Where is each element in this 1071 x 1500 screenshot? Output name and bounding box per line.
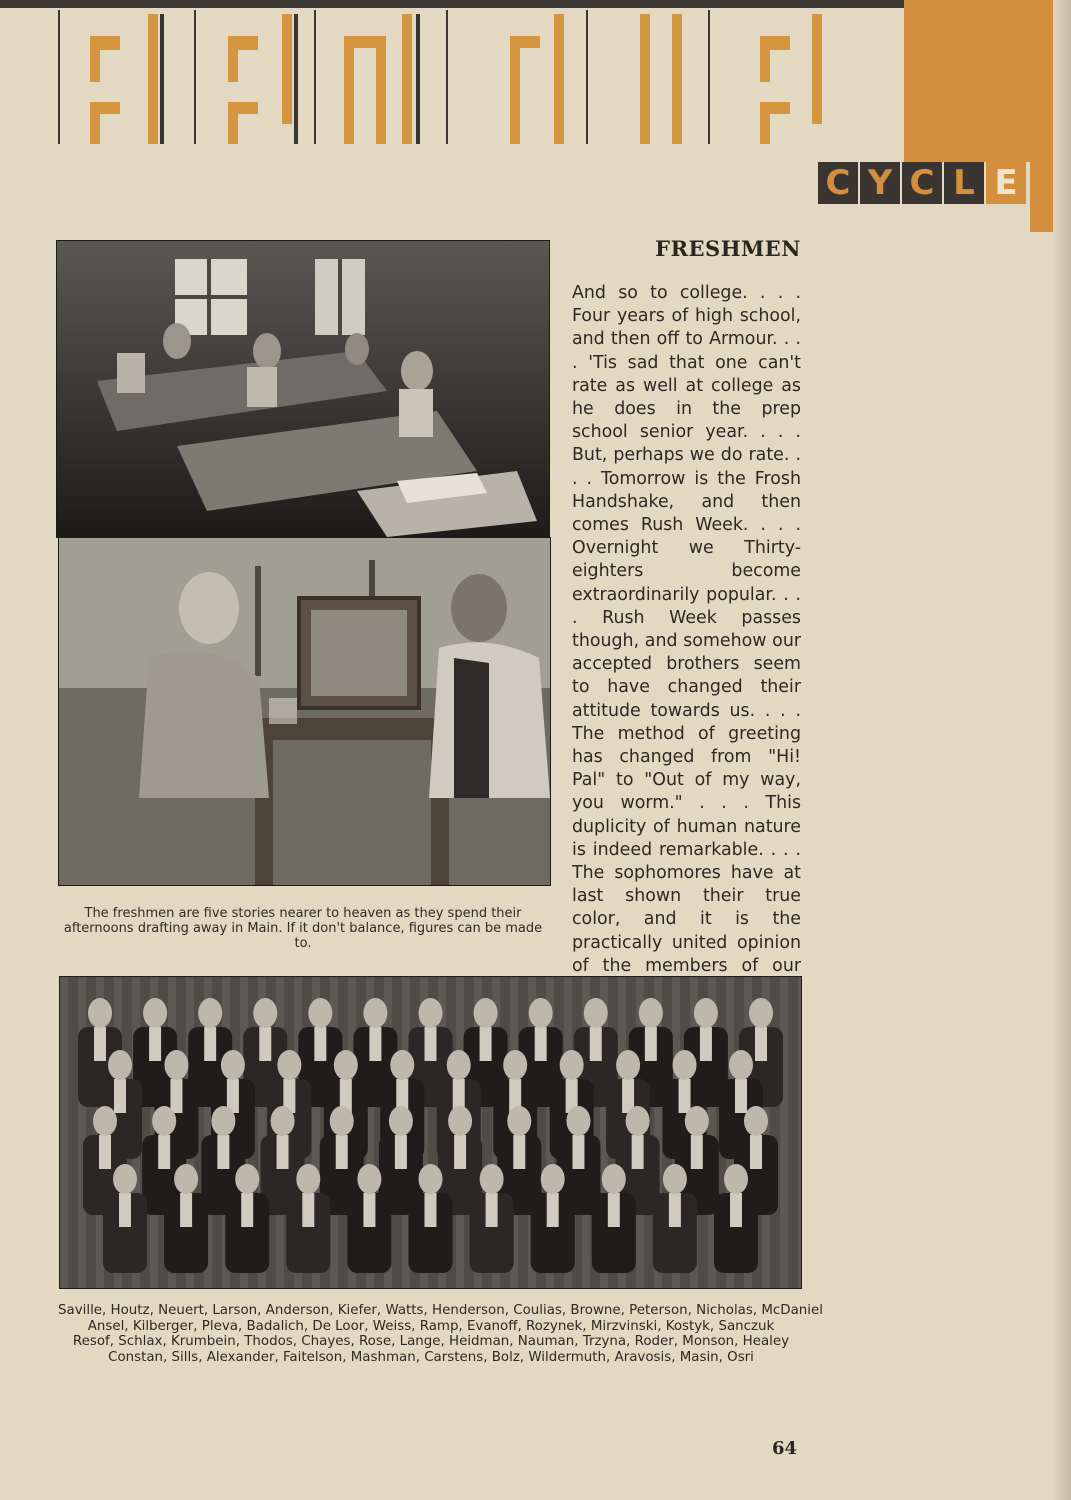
roster-row: Ansel, Kilberger, Pleva, Badalich, De Loor, Weiss, Ramp, Evanoff, Rozynek, Mirzvinski, Kostyk, Sanczuk bbox=[87, 1318, 775, 1334]
divider-line bbox=[58, 10, 60, 144]
article-body: And so to college. . . . Four years of high school, and then off to Armour. . . . 'Tis sad that one can't rate as well at college as he does in the prep school senior year. . . . But, perhaps we do rate. . . . Tomorrow is the Frosh Handshake, and then comes Rush Week. . . . Overnight we Thirty-eighters become extraordinarily popular. . . . Rush Week passes though, and somehow our accepted brothers seem to have changed their attitude towards us. . . . The method of greeting has changed from "Hi! Pal" to "Out of my way, you worm." . . . This duplicity of human nature is indeed remarkable. . . . The sophomores have at last shown their true color, and it is the practically united opinion of the members of our bbox=[572, 283, 801, 976]
page-number: 64 bbox=[772, 1438, 798, 1459]
lab-balance-photo bbox=[58, 537, 551, 886]
ornament-glyph bbox=[500, 14, 590, 144]
page-edge bbox=[1053, 0, 1071, 1500]
cycle-letter: Y bbox=[860, 162, 900, 204]
class-group-photo bbox=[59, 976, 802, 1289]
cycle-title bbox=[818, 162, 1060, 204]
ornament-glyph bbox=[222, 14, 322, 144]
roster-row: Saville, Houtz, Neuert, Larson, Anderson, Kiefer, Watts, Henderson, Coulias, Browne, Peterson, Nicholas, McDaniel bbox=[58, 1303, 823, 1318]
ornament-glyph bbox=[90, 14, 190, 144]
drafting-room-image bbox=[57, 241, 549, 537]
cycle-letter: L bbox=[944, 162, 984, 204]
divider-line bbox=[446, 10, 448, 144]
cycle-letter: E bbox=[986, 162, 1026, 204]
roster-row: Constan, Sills, Alexander, Faitelson, Mashman, Carstens, Bolz, Wildermuth, Aravosis, Masin, Osri bbox=[108, 1349, 754, 1365]
cycle-letter: C bbox=[902, 162, 942, 204]
lab-balance-image bbox=[59, 538, 550, 885]
ornament-glyph bbox=[620, 14, 710, 144]
roster-row: Resof, Schlax, Krumbein, Thodos, Chayes, Rose, Lange, Heidman, Nauman, Trzyna, Roder, Monson, Healey bbox=[72, 1334, 790, 1350]
divider-line bbox=[194, 10, 196, 144]
roster-names bbox=[58, 1303, 823, 1365]
photo-caption: The freshmen are five stories nearer to heaven as they spend their afternoons drafting away in Main. If it don't balance, figures can be made to. bbox=[63, 906, 543, 951]
class-group-image bbox=[60, 977, 801, 1288]
cycle-letter: C bbox=[818, 162, 858, 204]
article-title: FRESHMEN bbox=[655, 236, 801, 261]
ornament-glyph bbox=[740, 14, 840, 144]
drafting-room-photo bbox=[56, 240, 550, 538]
ornament-glyph bbox=[340, 14, 440, 144]
